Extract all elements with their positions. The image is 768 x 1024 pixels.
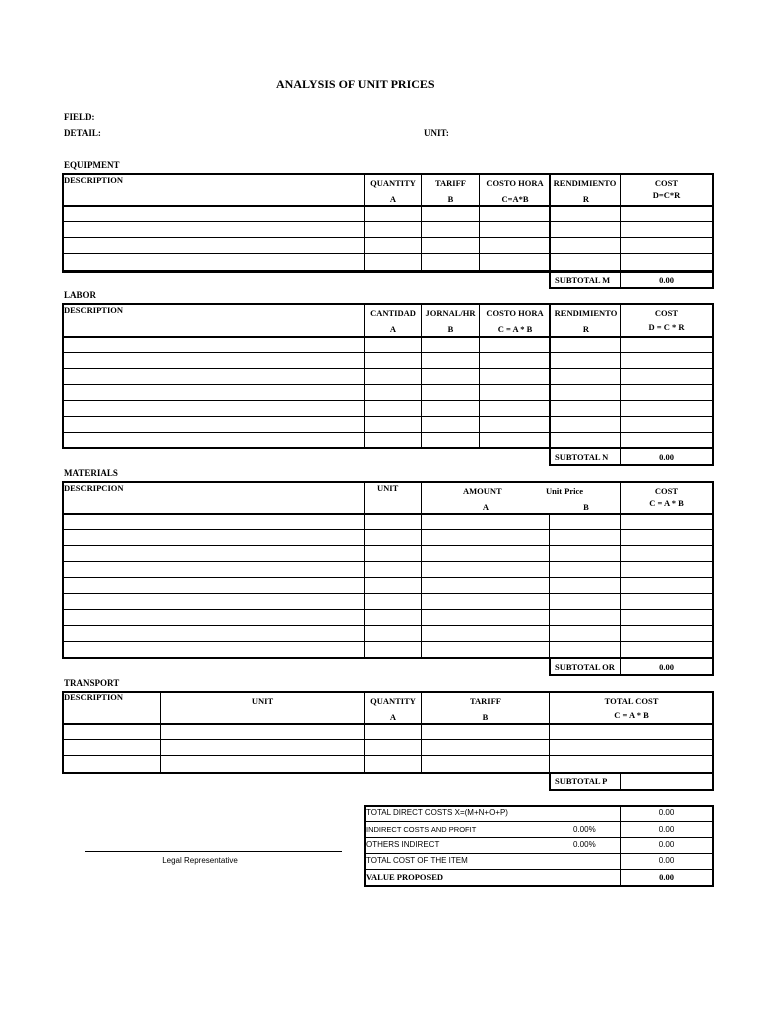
materials-description-header: DESCRIPCION bbox=[64, 483, 124, 493]
labor-description-header: DESCRIPTION bbox=[64, 305, 124, 315]
transport-tariff-symbol: B bbox=[482, 712, 489, 722]
equipment-subtotal-label: SUBTOTAL M bbox=[555, 275, 611, 285]
labor-cost-header: COST bbox=[654, 308, 679, 318]
summary-row-value: 0.00 bbox=[658, 825, 675, 834]
summary-row-label: OTHERS INDIRECT bbox=[366, 840, 440, 849]
transport-quantity-header: QUANTITY bbox=[370, 696, 416, 706]
equipment-rendimiento-symbol: R bbox=[582, 194, 590, 204]
transport-subtotal-label: SUBTOTAL P bbox=[555, 776, 608, 786]
equipment-description-header: DESCRIPTION bbox=[64, 175, 124, 185]
summary-row-percent: 0.00% bbox=[573, 825, 596, 834]
equipment-cost-header: COST bbox=[654, 178, 679, 188]
equipment-cost-formula: D=C*R bbox=[652, 190, 681, 200]
labor-cost-formula: D = C * R bbox=[648, 322, 685, 332]
materials-amount-symbol: A bbox=[482, 502, 490, 512]
materials-section-title: MATERIALS bbox=[64, 468, 118, 478]
equipment-tariff-symbol: B bbox=[447, 194, 454, 204]
labor-cantidad-header: CANTIDAD bbox=[370, 308, 416, 318]
materials-subtotal-label: SUBTOTAL OR bbox=[555, 662, 615, 672]
equipment-rendimiento-header: RENDIMIENTO bbox=[553, 178, 617, 188]
materials-unit-price-symbol: B bbox=[583, 502, 589, 512]
transport-section-title: TRANSPORT bbox=[64, 678, 120, 688]
labor-costo-hora-formula: C = A * B bbox=[497, 324, 533, 334]
materials-cost-formula: C = A * B bbox=[649, 498, 684, 508]
transport-tariff-header: TARIFF bbox=[469, 696, 501, 706]
transport-total-cost-header: TOTAL COST bbox=[604, 696, 659, 706]
labor-jornal-header: JORNAL/HR bbox=[425, 308, 476, 318]
transport-total-cost-formula: C = A * B bbox=[614, 710, 649, 720]
summary-row-label: TOTAL COST OF THE ITEM bbox=[366, 856, 468, 865]
summary-row-value: 0.00 bbox=[659, 872, 674, 882]
materials-unit-header: UNIT bbox=[377, 483, 399, 493]
transport-quantity-symbol: A bbox=[389, 712, 397, 722]
field-label: FIELD: bbox=[64, 112, 95, 122]
summary-row-value: 0.00 bbox=[658, 808, 675, 817]
labor-subtotal-value: 0.00 bbox=[659, 452, 674, 462]
equipment-quantity-header: QUANTITY bbox=[370, 178, 416, 188]
equipment-subtotal-value: 0.00 bbox=[659, 275, 674, 285]
equipment-costo-hora-header: COSTO HORA bbox=[486, 178, 544, 188]
labor-section-title: LABOR bbox=[64, 290, 97, 300]
materials-subtotal-value: 0.00 bbox=[659, 662, 674, 672]
signature-label: Legal Representative bbox=[162, 856, 238, 865]
unit-label: UNIT: bbox=[424, 128, 449, 138]
transport-description-header: DESCRIPTION bbox=[64, 692, 124, 702]
materials-unit-price-header: Unit Price bbox=[546, 486, 584, 496]
summary-row-label: TOTAL DIRECT COSTS X=(M+N+O+P) bbox=[366, 808, 508, 817]
summary-row-value: 0.00 bbox=[658, 840, 675, 849]
signature-line bbox=[85, 851, 342, 852]
equipment-tariff-header: TARIFF bbox=[434, 178, 466, 188]
materials-amount-header: AMOUNT bbox=[463, 486, 502, 496]
labor-rendimiento-symbol: R bbox=[582, 324, 590, 334]
labor-cantidad-symbol: A bbox=[389, 324, 397, 334]
summary-row-value: 0.00 bbox=[658, 856, 675, 865]
equipment-costo-hora-formula: C=A*B bbox=[501, 194, 529, 204]
materials-cost-header: COST bbox=[654, 486, 679, 496]
summary-row-label: INDIRECT COSTS AND PROFIT bbox=[366, 825, 477, 834]
detail-label: DETAIL: bbox=[64, 128, 101, 138]
labor-jornal-symbol: B bbox=[447, 324, 454, 334]
labor-rendimiento-header: RENDIMIENTO bbox=[554, 308, 618, 318]
page-title: ANALYSIS OF UNIT PRICES bbox=[276, 77, 435, 91]
equipment-section-title: EQUIPMENT bbox=[64, 160, 120, 170]
labor-costo-hora-header: COSTO HORA bbox=[486, 308, 544, 318]
equipment-quantity-symbol: A bbox=[389, 194, 397, 204]
summary-row-label: VALUE PROPOSED bbox=[366, 872, 444, 882]
summary-row-percent: 0.00% bbox=[573, 840, 596, 849]
transport-unit-header: UNIT bbox=[251, 696, 274, 706]
labor-subtotal-label: SUBTOTAL N bbox=[555, 452, 609, 462]
